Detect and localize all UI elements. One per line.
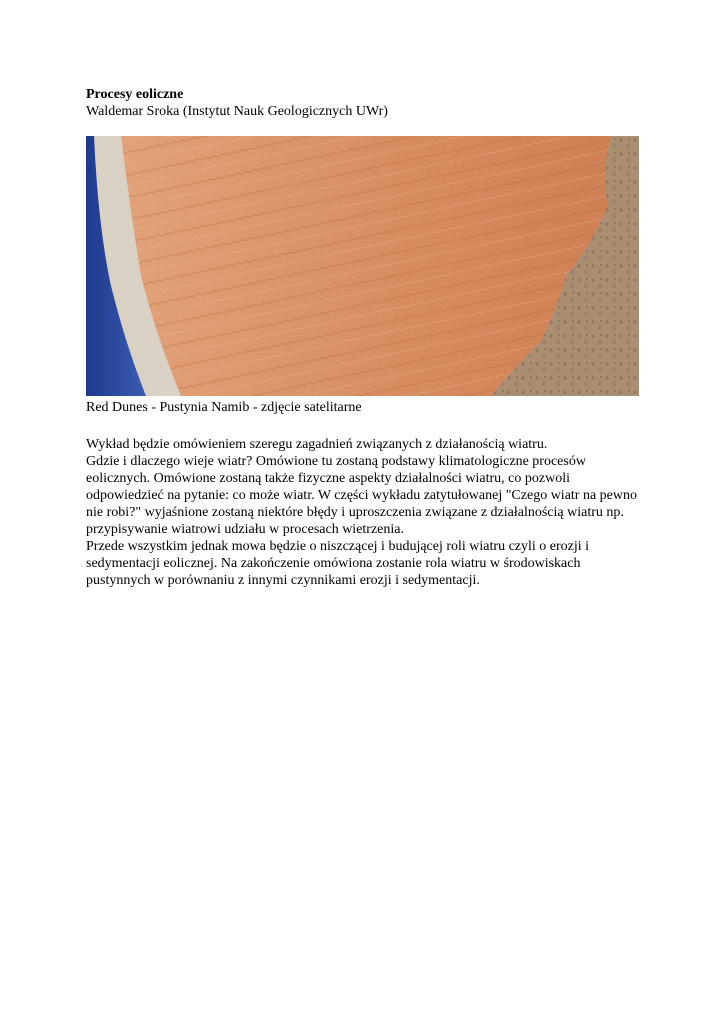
body-text [86, 436, 639, 589]
paragraph: Gdzie i dlaczego wieje wiatr? Omówione tu zostaną podstawy klimatologiczne procesów eolicznych. Omówione zostaną także fizyczne aspekty działalności wiatru, co pozwoli odpowiedzieć na pytanie: co może wiatr. W części wykładu zatytułowanej "Czego wiatr na pewno nie robi?" wyjaśnione zostaną niektóre błędy i uproszczenia związane z działalnością wiatru np. przypisywanie wiatrowi udziału w procesach wietrzenia. [86, 454, 638, 537]
document-page [86, 86, 639, 589]
satellite-image [86, 136, 639, 396]
image-caption: Red Dunes - Pustynia Namib - zdjęcie satelitarne [86, 400, 362, 415]
paragraph: Wykład będzie omówieniem szeregu zagadnień związanych z działanością wiatru. [86, 437, 548, 452]
document-author: Waldemar Sroka (Instytut Nauk Geologicznych UWr) [86, 104, 388, 119]
document-title: Procesy eoliczne [86, 87, 184, 102]
paragraph: Przede wszystkim jednak mowa będzie o niszczącej i budującej roli wiatru czyli o erozji i sedymentacji eolicznej. Na zakończenie omówiona zostanie rola wiatru w środowiskach pustynnych w porównaniu z innymi czynnikami erozji i sedymentacji. [86, 539, 590, 588]
